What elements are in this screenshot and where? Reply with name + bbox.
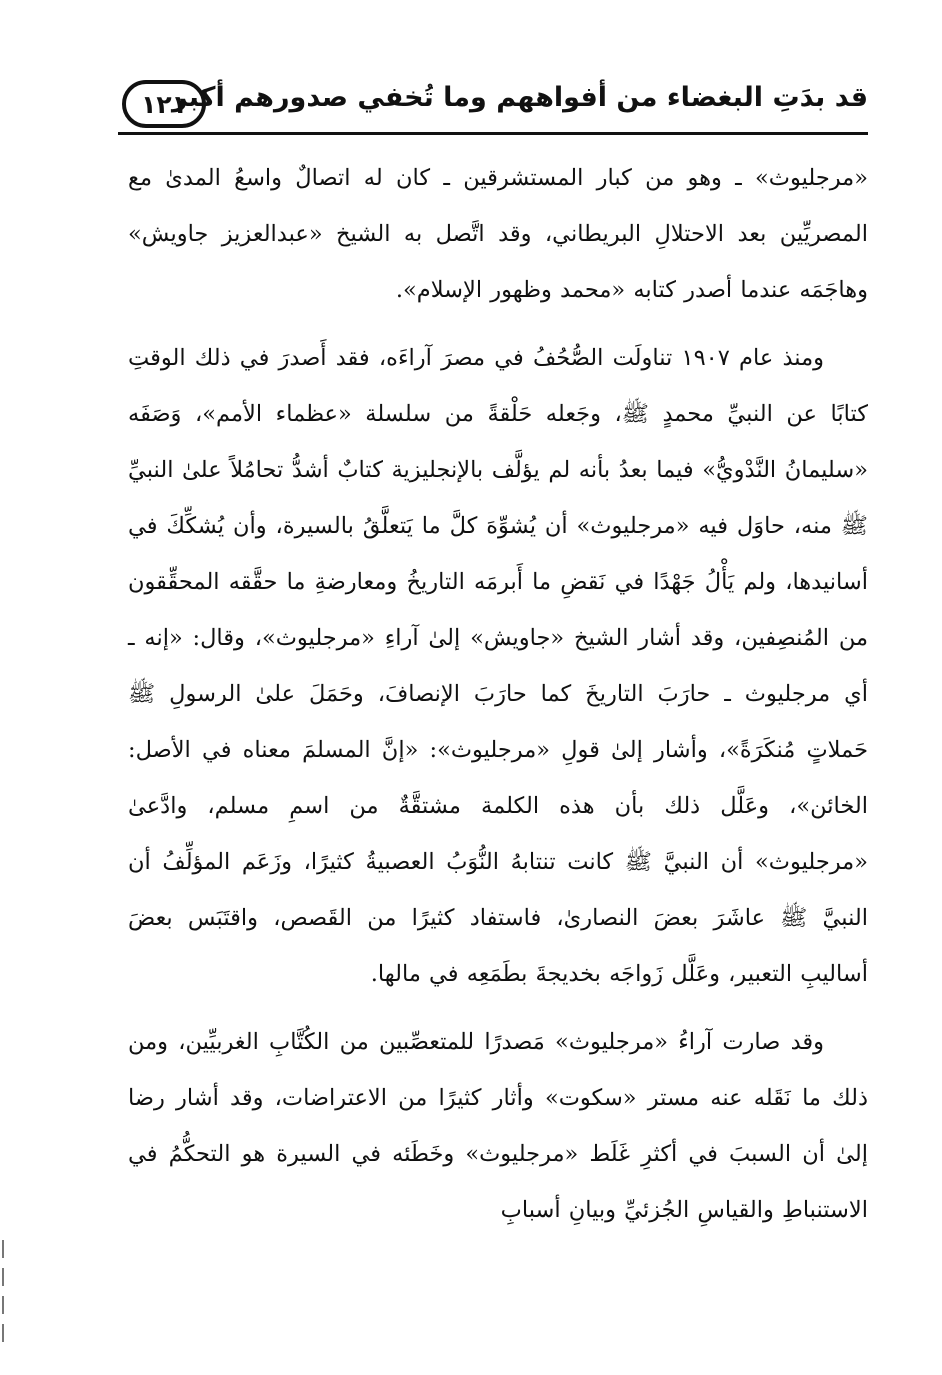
paragraph-3: وقد صارت آراءُ «مرجليوث» مَصدرًا للمتعصِّبين من الكُتَّابِ الغربيِّين، ومن ذلك ما نَقَله عنه مستر «سكوت» وأثار كثيرًا من الاعتراضات، وقد أشار رضا إلىٰ أن السببَ في أكثرِ غَلَط «مرجليوث» وخَطَئه في السيرة هو التحكُّمُ في الاستنباطِ والقياسِ الجُزئيِّ وبيانِ أسبابِ xyxy=(128,1029,868,1223)
running-header-title: قد بدَتِ البغضاء من أفواههم وما تُخفي صدورهم أكبر xyxy=(171,82,868,113)
scan-mark xyxy=(2,1324,4,1342)
page-number: ١٢١ xyxy=(122,80,206,128)
body-text xyxy=(128,150,868,1238)
page-header xyxy=(118,74,868,144)
paragraph-2: ومنذ عام ١٩٠٧ تناولَت الصُّحُفُ في مصرَ آراءَه، فقد أَصدرَ في ذلك الوقتِ كتابًا عن النبيِّ محمدٍ ﷺ، وجَعله حَلْقةً من سلسلة «عظماء الأمم»، وَصَفَه «سليمانُ النَّدْويُّ» فيما بعدُ بأنه لم يؤلَّف بالإنجليزية كتابٌ أشدُّ تحامُلاً علىٰ النبيِّ ﷺ منه، حاوَل فيه «مرجليوث» أن يُشوِّهَ كلَّ ما يَتعلَّقُ بالسيرة، وأن يُشكِّكَ في أسانيدها، ولم يَأْلُ جَهْدًا في نَقضِ ما أَبرمَه التاريخُ ومعارضةِ ما حقَّقه المحقِّقون من المُنصِفين، وقد أشار الشيخ «جاويش» إلىٰ آراءِ «مرجليوث»، وقال: «إنه ـ أي مرجليوث ـ حارَبَ التاريخَ كما حارَبَ الإنصافَ، وحَمَلَ علىٰ الرسولِ ﷺ حَملاتٍ مُنكَرَةً»، وأشار إلىٰ قولِ «مرجليوث»: «إنَّ المسلمَ معناه في الأصل: الخائن»، وعَلَّل ذلك بأن هذه الكلمة مشتقَّةٌ من اسمِ مسلم، وادَّعىٰ «مرجليوث» أن النبيَّ ﷺ كانت تنتابهُ النُّوَبُ العصبيةُ كثيرًا، وزَعَم المؤلِّفُ أن النبيَّ ﷺ عاشَرَ بعضَ النصارىٰ، فاستفاد كثيرًا من القَصص، واقتَبَس بعضَ أساليبِ التعبير، وعَلَّل زَواجَه بخديجةَ بطَمَعِه في مالها. xyxy=(128,345,868,987)
scan-margin-marks xyxy=(2,1240,6,1370)
scan-mark xyxy=(2,1296,4,1314)
scan-mark xyxy=(2,1240,4,1258)
scan-mark xyxy=(2,1268,4,1286)
paragraph-1: «مرجليوث» ـ وهو من كبار المستشرقين ـ كان له اتصالٌ واسعُ المدىٰ مع المصريِّين بعد الاحتلالِ البريطاني، وقد اتَّصل به الشيخ «عبدالعزيز جاويش» وهاجَمَه عندما أصدر كتابه «محمد وظهور الإسلام». xyxy=(128,165,868,303)
header-rule xyxy=(118,132,868,135)
